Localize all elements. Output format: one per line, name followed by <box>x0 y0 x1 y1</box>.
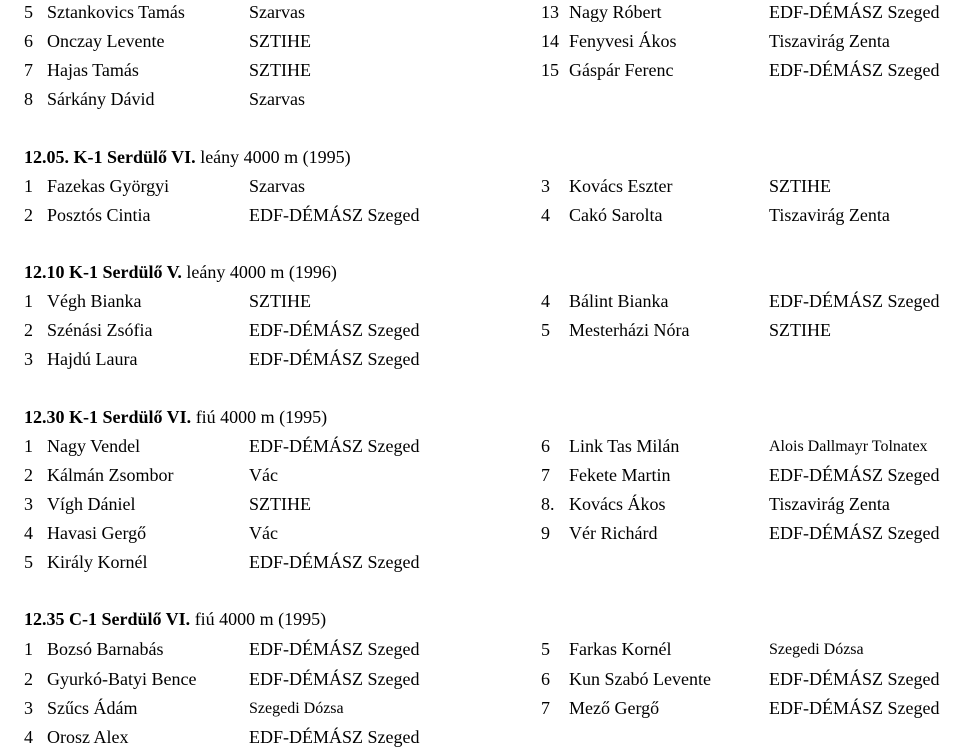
rank-left: 2 <box>24 465 33 485</box>
club-left: Szarvas <box>249 2 305 22</box>
athlete-right: Farkas Kornél <box>569 639 672 659</box>
rank-left: 1 <box>24 639 33 659</box>
rank-left: 2 <box>24 669 33 689</box>
club-right: EDF-DÉMÁSZ Szeged <box>769 698 940 718</box>
race-time: 12.30 <box>24 407 65 427</box>
athlete-left: Hajas Tamás <box>47 60 139 80</box>
rank-left: 3 <box>24 349 33 369</box>
result-row <box>0 432 960 461</box>
club-right: SZTIHE <box>769 176 831 196</box>
race-time: 12.05. <box>24 147 69 167</box>
rank-right: 15 <box>541 60 559 80</box>
result-row <box>0 316 960 345</box>
club-left: SZTIHE <box>249 494 311 514</box>
rank-right: 5 <box>541 639 550 659</box>
section-title <box>24 143 351 172</box>
result-row <box>0 172 960 201</box>
result-row <box>0 548 960 577</box>
race-details: leány 4000 m (1996) <box>181 262 337 282</box>
race-details: fiú 4000 m (1995) <box>190 609 327 629</box>
club-left: EDF-DÉMÁSZ Szeged <box>249 436 420 456</box>
athlete-right: Mesterházi Nóra <box>569 320 690 340</box>
rank-left: 4 <box>24 523 33 543</box>
race-category: K-1 Serdülő V. <box>69 262 182 282</box>
rank-left: 1 <box>24 176 33 196</box>
club-right: Tiszavirág Zenta <box>769 205 890 225</box>
result-row <box>0 201 960 230</box>
result-row <box>0 635 960 664</box>
athlete-left: Havasi Gergő <box>47 523 147 543</box>
club-left: Szegedi Dózsa <box>249 700 344 717</box>
result-row <box>0 723 960 752</box>
rank-right: 4 <box>541 205 550 225</box>
athlete-left: Kálmán Zsombor <box>47 465 174 485</box>
club-left: Szarvas <box>249 176 305 196</box>
race-time: 12.10 <box>24 262 65 282</box>
race-details: fiú 4000 m (1995) <box>191 407 328 427</box>
club-right: EDF-DÉMÁSZ Szeged <box>769 465 940 485</box>
section-title <box>24 403 327 432</box>
athlete-left: Sárkány Dávid <box>47 89 155 109</box>
athlete-left: Orosz Alex <box>47 727 129 747</box>
athlete-left: Végh Bianka <box>47 291 142 311</box>
athlete-left: Onczay Levente <box>47 31 165 51</box>
result-row <box>0 461 960 490</box>
athlete-left: Szűcs Ádám <box>47 698 138 718</box>
rank-right: 7 <box>541 698 550 718</box>
rank-left: 3 <box>24 494 33 514</box>
athlete-right: Kun Szabó Levente <box>569 669 711 689</box>
athlete-right: Mező Gergő <box>569 698 660 718</box>
section-heading <box>0 143 960 172</box>
rank-right: 5 <box>541 320 550 340</box>
section-title <box>24 258 337 287</box>
club-left: EDF-DÉMÁSZ Szeged <box>249 320 420 340</box>
club-right: EDF-DÉMÁSZ Szeged <box>769 669 940 689</box>
result-row <box>0 85 960 114</box>
club-left: EDF-DÉMÁSZ Szeged <box>249 639 420 659</box>
rank-left: 6 <box>24 31 33 51</box>
race-category: K-1 Serdülő VI. <box>73 147 196 167</box>
athlete-left: Vígh Dániel <box>47 494 136 514</box>
rank-right: 9 <box>541 523 550 543</box>
club-left: EDF-DÉMÁSZ Szeged <box>249 727 420 747</box>
rank-right: 14 <box>541 31 559 51</box>
athlete-right: Nagy Róbert <box>569 2 662 22</box>
club-left: EDF-DÉMÁSZ Szeged <box>249 349 420 369</box>
race-time: 12.35 <box>24 609 65 629</box>
result-row <box>0 694 960 723</box>
club-right: Tiszavirág Zenta <box>769 31 890 51</box>
rank-right: 4 <box>541 291 550 311</box>
rank-right: 6 <box>541 669 550 689</box>
section-title <box>24 605 326 634</box>
club-right: EDF-DÉMÁSZ Szeged <box>769 523 940 543</box>
section-heading <box>0 258 960 287</box>
athlete-right: Gáspár Ferenc <box>569 60 674 80</box>
athlete-right: Link Tas Milán <box>569 436 680 456</box>
result-row <box>0 287 960 316</box>
rank-left: 1 <box>24 436 33 456</box>
athlete-left: Fazekas Györgyi <box>47 176 170 196</box>
rank-left: 7 <box>24 60 33 80</box>
club-left: Vác <box>249 523 278 543</box>
athlete-right: Kovács Ákos <box>569 494 666 514</box>
club-left: EDF-DÉMÁSZ Szeged <box>249 552 420 572</box>
result-row <box>0 519 960 548</box>
club-right: EDF-DÉMÁSZ Szeged <box>769 60 940 80</box>
rank-left: 5 <box>24 552 33 572</box>
rank-right: 7 <box>541 465 550 485</box>
rank-right: 13 <box>541 2 559 22</box>
athlete-left: Szénási Zsófia <box>47 320 153 340</box>
club-left: EDF-DÉMÁSZ Szeged <box>249 669 420 689</box>
section-heading <box>0 403 960 432</box>
result-row <box>0 27 960 56</box>
athlete-left: Király Kornél <box>47 552 148 572</box>
club-right: Tiszavirág Zenta <box>769 494 890 514</box>
athlete-right: Bálint Bianka <box>569 291 669 311</box>
rank-right: 3 <box>541 176 550 196</box>
club-left: EDF-DÉMÁSZ Szeged <box>249 205 420 225</box>
race-details: leány 4000 m (1995) <box>195 147 351 167</box>
rank-left: 4 <box>24 727 33 747</box>
athlete-right: Vér Richárd <box>569 523 658 543</box>
club-right: Szegedi Dózsa <box>769 641 864 658</box>
race-category: K-1 Serdülő VI. <box>69 407 192 427</box>
race-category: C-1 Serdülő VI. <box>69 609 191 629</box>
rank-right: 8. <box>541 494 555 514</box>
rank-left: 5 <box>24 2 33 22</box>
club-right: EDF-DÉMÁSZ Szeged <box>769 2 940 22</box>
rank-left: 2 <box>24 205 33 225</box>
result-row <box>0 345 960 374</box>
result-row <box>0 665 960 694</box>
athlete-left: Hajdú Laura <box>47 349 138 369</box>
club-left: Vác <box>249 465 278 485</box>
athlete-right: Kovács Eszter <box>569 176 673 196</box>
section-heading <box>0 605 960 634</box>
club-right: Alois Dallmayr Tolnatex <box>769 438 928 455</box>
athlete-left: Posztós Cintia <box>47 205 151 225</box>
rank-right: 6 <box>541 436 550 456</box>
athlete-left: Gyurkó-Batyi Bence <box>47 669 197 689</box>
club-left: Szarvas <box>249 89 305 109</box>
athlete-left: Nagy Vendel <box>47 436 141 456</box>
rank-left: 2 <box>24 320 33 340</box>
club-right: SZTIHE <box>769 320 831 340</box>
rank-left: 3 <box>24 698 33 718</box>
club-left: SZTIHE <box>249 31 311 51</box>
athlete-right: Fekete Martin <box>569 465 671 485</box>
club-right: EDF-DÉMÁSZ Szeged <box>769 291 940 311</box>
athlete-left: Sztankovics Tamás <box>47 2 185 22</box>
result-row <box>0 490 960 519</box>
athlete-right: Fenyvesi Ákos <box>569 31 677 51</box>
result-row <box>0 56 960 85</box>
rank-left: 8 <box>24 89 33 109</box>
result-row <box>0 0 960 27</box>
rank-left: 1 <box>24 291 33 311</box>
club-left: SZTIHE <box>249 291 311 311</box>
club-left: SZTIHE <box>249 60 311 80</box>
athlete-right: Cakó Sarolta <box>569 205 663 225</box>
athlete-left: Bozsó Barnabás <box>47 639 164 659</box>
